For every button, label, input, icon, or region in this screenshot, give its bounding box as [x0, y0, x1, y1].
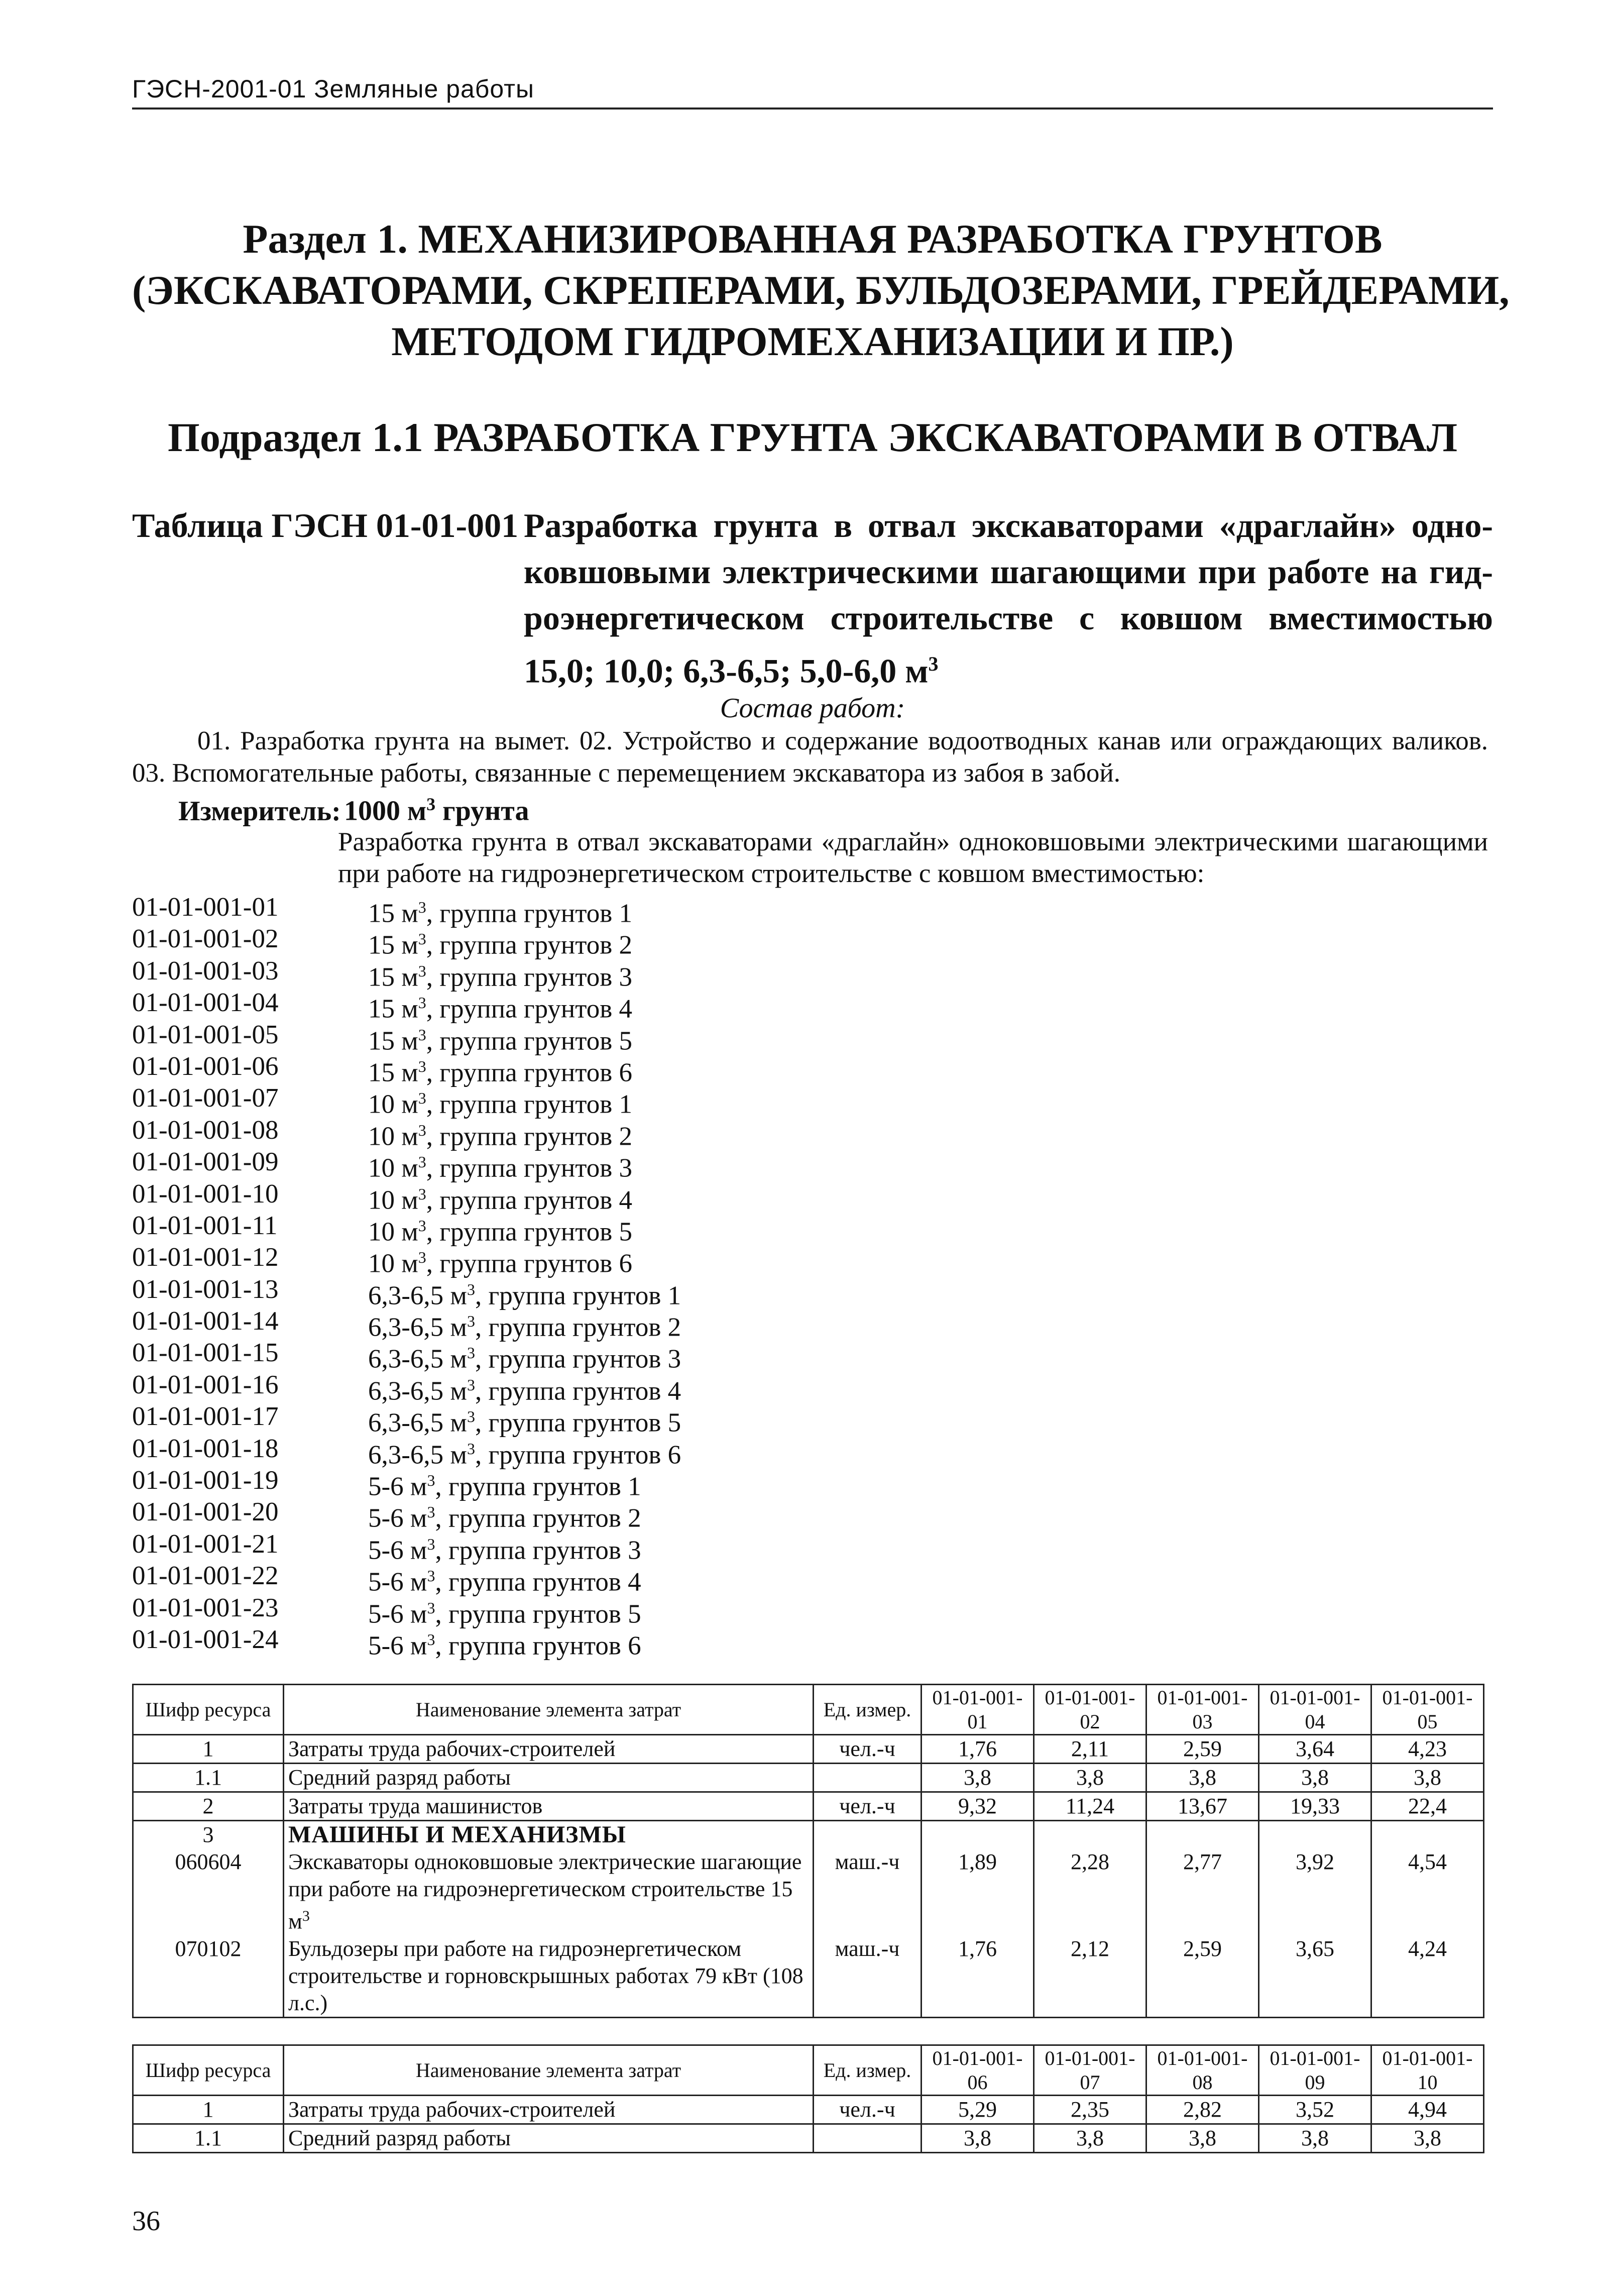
- list-item-code: 01-01-001-17: [132, 1402, 279, 1432]
- list-item-code: 01-01-001-20: [132, 1497, 279, 1527]
- list-item-code: 01-01-001-23: [132, 1593, 279, 1622]
- list-item-description: 15 $м^3$, группа грунтов 3: [368, 961, 632, 992]
- table-row: 1.1 Средний разряд работы 3,8 3,8 3,8 3,8 3,8: [133, 1764, 1484, 1792]
- list-item-code: 01-01-001-06: [132, 1051, 279, 1081]
- header-unit: Ед. измер.: [814, 2045, 922, 2096]
- table-row: 060604 Экскаваторы одноковшовые электрические шагающие при работе на гидроэнергетическом строительстве 15 $м^3$ маш.-ч 1,89 2,28 2,77 3,92 4,54: [133, 1848, 1484, 1935]
- table-row: 3 МАШИНЫ И МЕХАНИЗМЫ: [133, 1821, 1484, 1849]
- list-item: [132, 1082, 885, 1119]
- list-item: [132, 1528, 885, 1565]
- header-col: 01-01-001-05: [1371, 1685, 1484, 1735]
- list-item-description: 6,3-6,5 $м^3$, группа грунтов 1: [368, 1280, 681, 1310]
- running-header: [132, 75, 1493, 110]
- list-item-description: 5-6 $м^3$, группа грунтов 4: [368, 1567, 641, 1597]
- list-item-description: 10 $м^3$, группа грунтов 3: [368, 1153, 632, 1183]
- list-item-code: 01-01-001-24: [132, 1624, 279, 1654]
- section-title-line-1: Раздел 1. МЕХАНИЗИРОВАННАЯ РАЗРАБОТКА ГРУНТОВ: [243, 216, 1383, 262]
- list-item-description: 5-6 $м^3$, группа грунтов 6: [368, 1630, 641, 1661]
- table-row: 1 Затраты труда рабочих-строителей чел.-ч 5,29 2,35 2,82 3,52 4,94: [133, 2096, 1484, 2124]
- list-item: [132, 1274, 885, 1310]
- composition-text: 01. Разработка грунта на вымет. 02. Устройство и содержание водоотводных канав или ограждающих валиков. 03. Вспомогательные работы, связанные с перемещением экскаватора из забоя в забой.: [132, 726, 1488, 788]
- header-col: 01-01-001-06: [922, 2045, 1034, 2096]
- list-item-description: 15 $м^3$, группа грунтов 6: [368, 1057, 632, 1087]
- table-title-description: Разработка грунта в отвал экскаваторами «драглайн» одно-ковшовыми электрическими шагающими при работе на гид-роэнергетическом строительстве с ковшом вместимостью 15,0; 10,0; 6,3-6,5; 5,0-6,0 $м^3$: [524, 506, 1493, 690]
- meter: Измеритель: 1000 $м^3$ грунта: [178, 794, 529, 827]
- section-title: [132, 213, 1510, 367]
- list-item: [132, 892, 885, 928]
- header-col: 01-01-001-10: [1371, 2045, 1484, 2096]
- list-item-code: 01-01-001-14: [132, 1306, 279, 1336]
- list-item-description: 6,3-6,5 $м^3$, группа грунтов 6: [368, 1439, 681, 1470]
- header-col: 01-01-001-07: [1034, 2045, 1146, 2096]
- table-title-code: Таблица ГЭСН 01-01-001: [132, 506, 519, 544]
- header-col: 01-01-001-03: [1146, 1685, 1259, 1735]
- list-item-description: 5-6 $м^3$, группа грунтов 5: [368, 1598, 641, 1629]
- list-item-code: 01-01-001-02: [132, 924, 279, 954]
- list-item-code: 01-01-001-12: [132, 1243, 279, 1272]
- list-item-code: 01-01-001-05: [132, 1020, 279, 1049]
- list-item-description: 10 $м^3$, группа грунтов 6: [368, 1248, 632, 1278]
- list-item: [132, 1305, 885, 1342]
- header-name: Наименование элемента затрат: [284, 2045, 814, 2096]
- list-item: [132, 923, 885, 960]
- resource-name: Экскаваторы одноковшовые электрические шагающие при работе на гидроэнергетическом строительстве 15 $м^3$: [284, 1848, 814, 1935]
- section-title-line-3: МЕТОДОМ ГИДРОМЕХАНИЗАЦИИ И ПР.): [391, 318, 1234, 364]
- list-item: [132, 1369, 885, 1406]
- list-item: [132, 1178, 885, 1215]
- list-item-code: 01-01-001-19: [132, 1466, 279, 1495]
- header-code: Шифр ресурса: [133, 2045, 284, 2096]
- subsection-title: Подраздел 1.1 РАЗРАБОТКА ГРУНТА ЭКСКАВАТОРАМИ В ОТВАЛ: [168, 414, 1457, 460]
- list-item-code: 01-01-001-11: [132, 1211, 278, 1240]
- list-item-code: 01-01-001-08: [132, 1115, 279, 1145]
- list-item: [132, 987, 885, 1024]
- list-item-description: 5-6 $м^3$, группа грунтов 3: [368, 1535, 641, 1565]
- list-item: [132, 1401, 885, 1438]
- list-item-code: 01-01-001-10: [132, 1179, 279, 1209]
- list-item-description: 5-6 $м^3$, группа грунтов 2: [368, 1503, 641, 1534]
- list-item-description: 10 $м^3$, группа грунтов 1: [368, 1089, 632, 1119]
- code-list: [132, 892, 885, 1661]
- list-item-description: 6,3-6,5 $м^3$, группа грунтов 3: [368, 1344, 681, 1374]
- list-item-description: 15 $м^3$, группа грунтов 5: [368, 1025, 632, 1056]
- running-header-text: ГЭСН-2001-01 Земляные работы: [132, 75, 534, 103]
- header-col: 01-01-001-04: [1259, 1685, 1371, 1735]
- header-col: 01-01-001-08: [1146, 2045, 1259, 2096]
- list-item-code: 01-01-001-16: [132, 1370, 279, 1399]
- list-item-description: 6,3-6,5 $м^3$, группа грунтов 2: [368, 1312, 681, 1342]
- header-col: 01-01-001-02: [1034, 1685, 1146, 1735]
- list-item-code: 01-01-001-21: [132, 1529, 279, 1559]
- list-item-description: 15 $м^3$, группа грунтов 2: [368, 930, 632, 960]
- list-item-code: 01-01-001-18: [132, 1434, 279, 1463]
- section-title-line-2: (ЭКСКАВАТОРАМИ, СКРЕПЕРАМИ, БУЛЬДОЗЕРАМИ, ГРЕЙДЕРАМИ,: [132, 267, 1510, 313]
- list-item-description: 10 $м^3$, группа грунтов 4: [368, 1184, 632, 1215]
- list-item-code: 01-01-001-15: [132, 1338, 279, 1368]
- list-item: [132, 1560, 885, 1597]
- meter-label: Измеритель:: [178, 795, 341, 827]
- list-item: [132, 1115, 885, 1151]
- resource-table-2: [132, 2044, 1484, 2153]
- composition-title: Состав работ:: [720, 693, 905, 724]
- list-item: [132, 1433, 885, 1470]
- list-item: [132, 1624, 885, 1661]
- list-item: [132, 1337, 885, 1374]
- meter-value: 1000 м: [344, 795, 427, 827]
- list-item-code: 01-01-001-07: [132, 1083, 279, 1113]
- list-item-description: 15 $м^3$, группа грунтов 1: [368, 898, 632, 928]
- header-unit: Ед. измер.: [814, 1685, 922, 1735]
- table-row: 2 Затраты труда машинистов чел.-ч 9,32 11,24 13,67 19,33 22,4: [133, 1792, 1484, 1821]
- list-item-code: 01-01-001-01: [132, 893, 279, 922]
- list-item: [132, 1592, 885, 1629]
- list-item: [132, 1019, 885, 1056]
- header-col: 01-01-001-01: [922, 1685, 1034, 1735]
- table-row: 1 Затраты труда рабочих-строителей чел.-ч 1,76 2,11 2,59 3,64 4,23: [133, 1735, 1484, 1764]
- list-item-description: 6,3-6,5 $м^3$, группа грунтов 4: [368, 1375, 681, 1406]
- list-item-code: 01-01-001-03: [132, 956, 279, 986]
- list-item-description: 15 $м^3$, группа грунтов 4: [368, 994, 632, 1024]
- list-item: [132, 1051, 885, 1087]
- list-item-code: 01-01-001-22: [132, 1561, 279, 1591]
- list-item: [132, 1146, 885, 1183]
- header-name: Наименование элемента затрат: [284, 1685, 814, 1735]
- list-item-code: 01-01-001-04: [132, 988, 279, 1018]
- list-item: [132, 1496, 885, 1534]
- list-item: [132, 1465, 885, 1501]
- list-item: [132, 1242, 885, 1278]
- list-item-code: 01-01-001-13: [132, 1274, 279, 1304]
- list-item: [132, 955, 885, 992]
- list-item-description: 10 $м^3$, группа грунтов 5: [368, 1216, 632, 1247]
- header-col: 01-01-001-09: [1259, 2045, 1371, 2096]
- resource-table-1: [132, 1684, 1484, 2018]
- list-item-description: 5-6 $м^3$, группа грунтов 1: [368, 1471, 641, 1501]
- page-number: 36: [132, 2206, 160, 2237]
- list-item: [132, 1210, 885, 1247]
- table-row: 1.1 Средний разряд работы 3,8 3,8 3,8 3,8 3,8: [133, 2124, 1484, 2153]
- list-item-code: 01-01-001-09: [132, 1147, 279, 1177]
- list-item-description: 10 $м^3$, группа грунтов 2: [368, 1121, 632, 1151]
- lead-text: Разработка грунта в отвал экскаваторами «драглайн» одноковшовыми электрическими шагающими при работе на гидроэнергетическом строительстве с ковшом вместимостью:: [338, 827, 1488, 888]
- table-row: 070102 Бульдозеры при работе на гидроэнергетическом строительстве и горновскрышных работах 79 кВт (108 л.с.) маш.-ч 1,76 2,12 2,59 3,65 4,24: [133, 1935, 1484, 2018]
- header-code: Шифр ресурса: [133, 1685, 284, 1735]
- list-item-description: 6,3-6,5 $м^3$, группа грунтов 5: [368, 1407, 681, 1438]
